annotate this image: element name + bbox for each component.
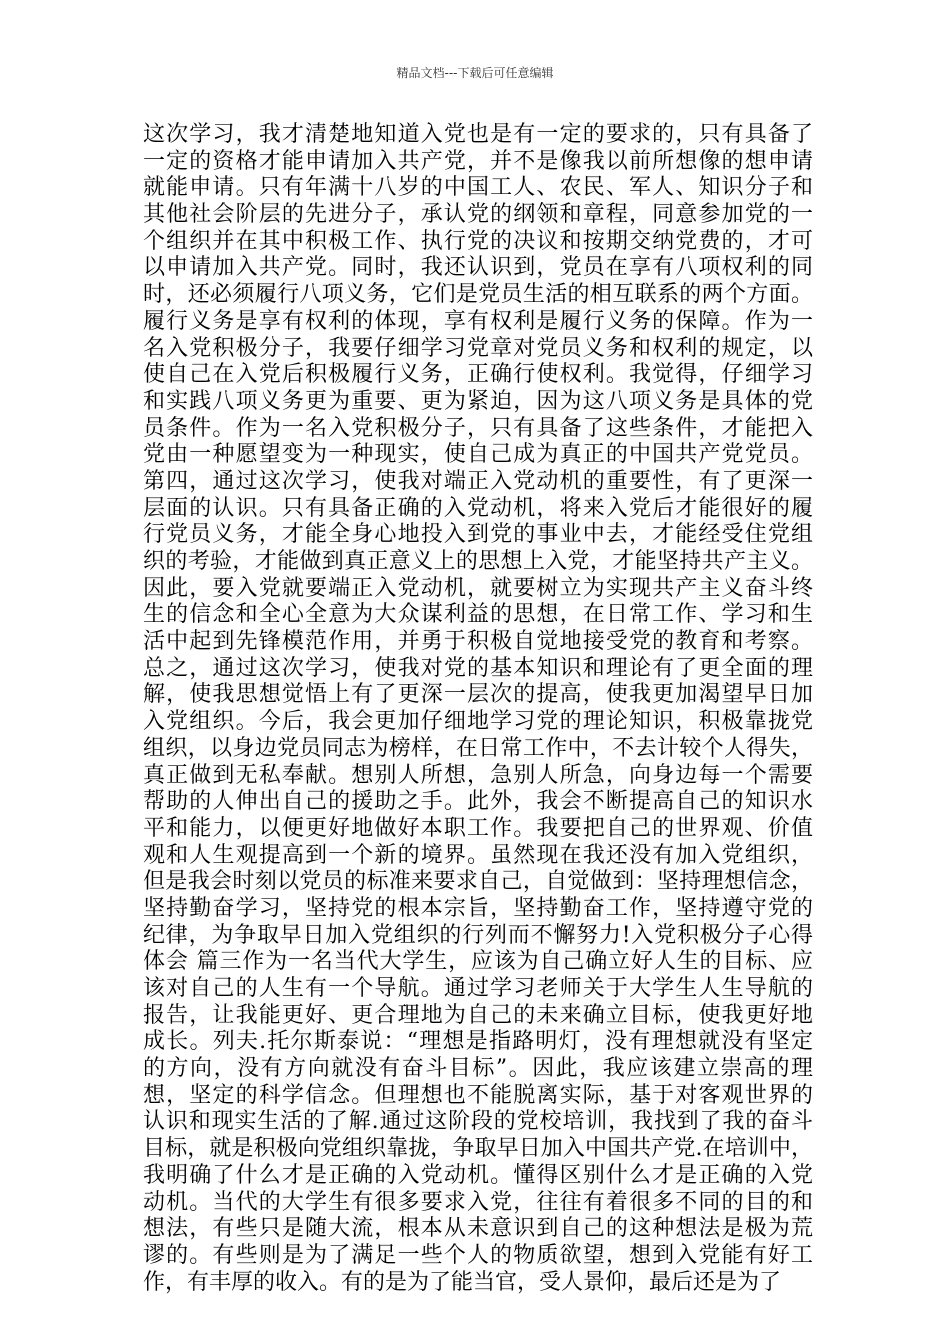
text-line: 作，有丰厚的收入。有的是为了能当官，受人景仰，最后还是为了	[143, 1269, 782, 1295]
text-line: 使自己在入党后积极履行义务，正确行使权利。我觉得，仔细学习	[143, 362, 813, 388]
text-line: 就能申请。只有年满十八岁的中国工人、农民、军人、知识分子和	[143, 175, 813, 201]
text-line: 成长。列夫.托尔斯泰说：“理想是指路明灯，没有理想就没有坚定	[143, 1029, 813, 1055]
text-line: 和实践八项义务更为重要、更为紧迫，因为这八项义务是具体的党	[143, 388, 813, 414]
text-line: 第四，通过这次学习，使我对端正入党动机的重要性，有了更深一	[143, 468, 813, 494]
text-line: 层面的认识。只有具备正确的入党动机，将来入党后才能很好的履	[143, 495, 813, 521]
text-line: 党由一种愿望变为一种现实，使自己成为真正的中国共产党党员。	[143, 442, 813, 468]
text-line: 解，使我思想觉悟上有了更深一层次的提高，使我更加渴望早日加	[143, 682, 813, 708]
text-line: 的方向，没有方向就没有奋斗目标”。因此，我应该建立崇高的理	[143, 1056, 813, 1082]
text-line: 生的信念和全心全意为大众谋利益的思想，在日常工作、学习和生	[143, 602, 813, 628]
text-line: 想法，有些只是随大流，根本从未意识到自己的这种想法是极为荒	[143, 1216, 813, 1242]
document-body	[143, 122, 813, 1296]
text-line: 认识和现实生活的了解.通过这阶段的党校培训，我找到了我的奋斗	[143, 1109, 813, 1135]
text-line: 想，坚定的科学信念。但理想也不能脱离实际，基于对客观世界的	[143, 1082, 813, 1108]
text-line: 目标，就是积极向党组织靠拢，争取早日加入中国共产党.在培训中，	[143, 1136, 813, 1162]
text-line: 谬的。有些则是为了满足一些个人的物质欲望，想到入党能有好工	[143, 1242, 813, 1268]
text-line: 织的考验，才能做到真正意义上的思想上入党，才能坚持共产主义。	[143, 549, 813, 574]
text-line: 报告，让我能更好、更合理地为自己的未来确立目标，使我更好地	[143, 1002, 813, 1028]
text-line: 以申请加入共产党。同时，我还认识到，党员在享有八项权利的同	[143, 255, 813, 281]
text-line: 动机。当代的大学生有很多要求入党，往往有着很多不同的目的和	[143, 1189, 813, 1215]
text-line: 总之，通过这次学习，使我对党的基本知识和理论有了更全面的理	[143, 655, 813, 681]
text-line: 观和人生观提高到一个新的境界。虽然现在我还没有加入党组织，	[143, 842, 813, 868]
text-line: 其他社会阶层的先进分子，承认党的纲领和章程，同意参加党的一	[143, 202, 813, 228]
page-header: 精品文档---下载后可任意编辑	[396, 66, 554, 80]
text-line: 员条件。作为一名入党积极分子，只有具备了这些条件，才能把入	[143, 415, 813, 441]
text-line: 平和能力，以便更好地做好本职工作。我要把自己的世界观、价值	[143, 815, 813, 841]
text-line: 行党员义务，才能全身心地投入到党的事业中去，才能经受住党组	[143, 522, 813, 548]
text-line: 因此，要入党就要端正入党动机，就要树立为实现共产主义奋斗终	[143, 575, 813, 601]
text-line: 我明确了什么才是正确的入党动机。懂得区别什么才是正确的入党	[143, 1162, 813, 1188]
text-line: 名入党积极分子，我要仔细学习党章对党员义务和权利的规定，以	[143, 335, 813, 361]
text-line: 帮助的人伸出自己的援助之手。此外，我会不断提高自己的知识水	[143, 789, 813, 815]
text-line: 该对自己的人生有一个导航。通过学习老师关于大学生人生导航的	[143, 976, 813, 1001]
text-line: 个组织并在其中积极工作、执行党的决议和按期交纳党费的，才可	[143, 228, 813, 254]
text-line: 这次学习，我才清楚地知道入党也是有一定的要求的，只有具备了	[143, 122, 813, 147]
text-line: 但是我会时刻以党员的标准来要求自己，自觉做到：坚持理想信念，	[143, 869, 813, 895]
text-line: 时，还必须履行八项义务，它们是党员生活的相互联系的两个方面。	[143, 282, 813, 308]
text-line: 体会 篇三作为一名当代大学生，应该为自己确立好人生的目标、应	[143, 949, 813, 975]
text-line: 活中起到先锋模范作用，并勇于积极自觉地接受党的教育和考察。	[143, 629, 813, 655]
text-line: 组织，以身边党员同志为榜样，在日常工作中，不去计较个人得失，	[143, 735, 813, 761]
text-line: 入党组织。今后，我会更加仔细地学习党的理论知识，积极靠拢党	[143, 709, 813, 735]
text-line: 一定的资格才能申请加入共产党，并不是像我以前所想像的想申请	[143, 148, 813, 174]
text-line: 履行义务是享有权利的体现，享有权利是履行义务的保障。作为一	[143, 308, 813, 334]
text-line: 真正做到无私奉献。想别人所想，急别人所急，向身边每一个需要	[143, 762, 813, 788]
text-line: 坚持勤奋学习，坚持党的根本宗旨，坚持勤奋工作，坚持遵守党的	[143, 895, 813, 921]
text-line: 纪律，为争取早日加入党组织的行列而不懈努力!入党积极分子心得	[143, 922, 813, 948]
